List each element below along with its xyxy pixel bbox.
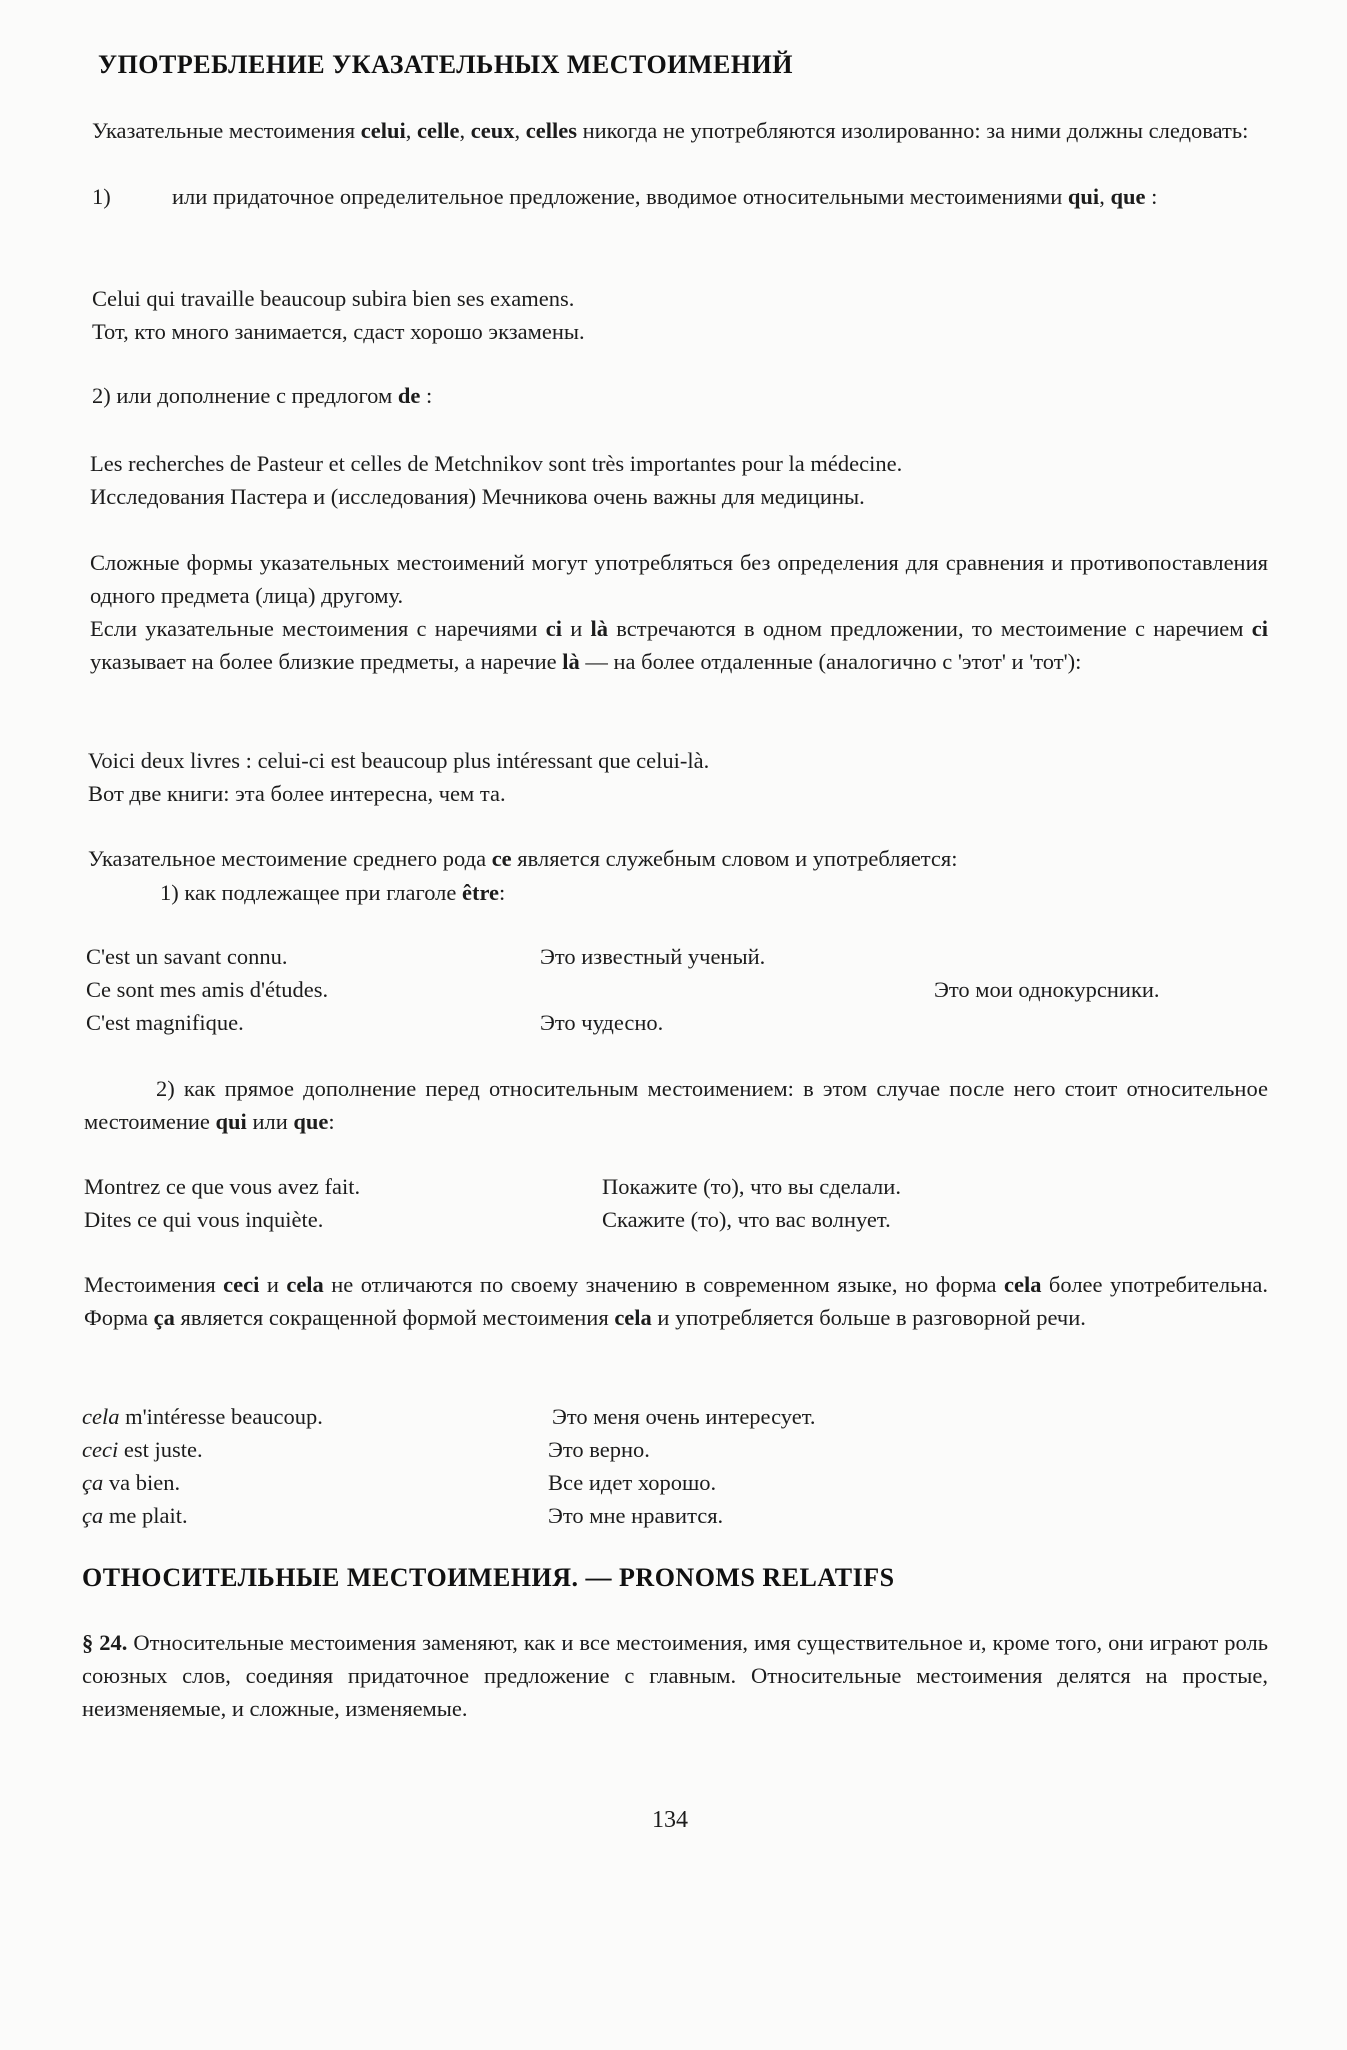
text: никогда не употребляются изолированно: за ними должны следовать: <box>576 118 1249 143</box>
text: и употребляется больше в разговорной речи. <box>651 1305 1086 1330</box>
paragraph-ce <box>88 842 958 875</box>
term: cela <box>1003 1272 1042 1297</box>
example-russian-6a: Это меня очень интересует. <box>552 1404 816 1429</box>
term: celle <box>417 118 460 143</box>
term: être <box>461 880 500 905</box>
text: 2) как прямое дополнение перед относительным местоимением: в этом случае после него стоит относительное местоимение <box>84 1076 1268 1134</box>
term: là <box>590 616 609 641</box>
text: m'intéresse beaucoup. <box>119 1404 323 1429</box>
text: является служебным словом и употребляется: <box>511 846 958 871</box>
text: : <box>328 1109 335 1134</box>
example-french-1: Celui qui travaille beaucoup subira bien ses examens. <box>92 286 575 311</box>
list-number: 1) <box>92 184 111 209</box>
section-number: § 24. <box>82 1630 128 1655</box>
text: , <box>405 118 418 143</box>
term: celles <box>525 118 577 143</box>
example-russian-4a: Это известный ученый. <box>540 944 766 969</box>
text: более употребительна. Форма <box>84 1272 1268 1330</box>
term: ci <box>1251 616 1269 641</box>
text: va bien. <box>103 1470 181 1495</box>
text: , <box>459 118 471 143</box>
text: указывает на более близкие предметы, а наречие <box>90 649 563 674</box>
term: qui <box>215 1109 247 1134</box>
example-french-5a: Montrez ce que vous avez fait. <box>84 1174 361 1199</box>
paragraph-rule-2 <box>92 379 432 412</box>
term: ceux <box>470 118 515 143</box>
text: не отличаются по своему значению в современном языке, но форма <box>323 1272 1004 1297</box>
term: qui <box>1067 184 1100 209</box>
text: , <box>1099 184 1111 209</box>
text: 2) или дополнение с предлогом <box>92 383 398 408</box>
text: встречаются в одном предложении, то местоимение с наречием <box>608 616 1252 641</box>
paragraph-ceci-cela <box>84 1268 1268 1334</box>
example-russian-6c: Все идет хорошо. <box>548 1470 717 1495</box>
example-russian-6b: Это верно. <box>548 1437 650 1462</box>
term: cela <box>82 1404 120 1429</box>
paragraph-ce-rule-1 <box>160 876 505 909</box>
example-russian-5b: Скажите (то), что вас волнует. <box>602 1207 891 1232</box>
text: — на более отдаленные (аналогично с 'этот' и 'тот'): <box>579 649 1082 674</box>
term: ça <box>82 1503 104 1528</box>
term: celui <box>360 118 406 143</box>
example-russian-4b: Это мои однокурсники. <box>934 977 1160 1002</box>
term: là <box>562 649 580 674</box>
text: est juste. <box>118 1437 203 1462</box>
text: или придаточное определительное предложение, вводимое относительными местоимениями <box>172 184 1068 209</box>
text: Относительные местоимения заменяют, как и все местоимения, имя существительное и, кроме того, они играют роль союзных слов, соединяя придаточное предложение с главным. Относительные местоимения делятся на простые, неизменяемые, и сложные, изменяемые. <box>82 1630 1268 1721</box>
term: cela <box>286 1272 324 1297</box>
example-russian-2: Исследования Пастера и (исследования) Мечникова очень важны для медицины. <box>90 484 865 509</box>
section-heading-relatives: ОТНОСИТЕЛЬНЫЕ МЕСТОИМЕНИЯ. — PRONOMS RELATIFS <box>82 1563 895 1592</box>
example-russian-5a: Покажите (то), что вы сделали. <box>602 1174 901 1199</box>
example-russian-4c: Это чудесно. <box>540 1010 664 1035</box>
paragraph-ci-la <box>90 612 1268 678</box>
paragraph-rule-1 <box>92 180 1268 213</box>
example-french-3: Voici deux livres : celui-ci est beaucoup plus intéressant que celui-là. <box>88 748 710 773</box>
example-french-4a: C'est un savant connu. <box>86 944 288 969</box>
term: que <box>1110 184 1146 209</box>
text: : <box>1145 184 1158 209</box>
text: Указательные местоимения <box>92 118 361 143</box>
example-french-6b <box>82 1433 203 1466</box>
example-russian-1: Тот, кто много занимается, сдаст хорошо экзамены. <box>92 319 585 344</box>
example-french-4c: C'est magnifique. <box>86 1010 244 1035</box>
text: me plait. <box>103 1503 188 1528</box>
term: ceci <box>82 1437 119 1462</box>
paragraph-compound-forms: Сложные формы указательных местоимений могут употребляться без определения для сравнения и противопоставления одного предмета (лица) другому. <box>90 550 1268 608</box>
page-number: 134 <box>652 1807 688 1833</box>
term: ça <box>82 1470 104 1495</box>
term: ceci <box>223 1272 260 1297</box>
section-heading-demonstratives: УПОТРЕБЛЕНИЕ УКАЗАТЕЛЬНЫХ МЕСТОИМЕНИЙ <box>98 50 794 79</box>
text: и <box>561 616 591 641</box>
paragraph-ce-rule-2 <box>84 1072 1268 1138</box>
example-french-5b: Dites ce qui vous inquiète. <box>84 1207 324 1232</box>
text: является сокращенной формой местоимения <box>174 1305 615 1330</box>
paragraph-intro <box>92 114 1268 147</box>
example-russian-3: Вот две книги: эта более интересна, чем та. <box>88 781 506 806</box>
paragraph-relatives <box>82 1626 1268 1725</box>
text: и <box>259 1272 287 1297</box>
term: de <box>397 383 421 408</box>
text: , <box>514 118 526 143</box>
term: que <box>293 1109 329 1134</box>
term: ce <box>491 846 512 871</box>
example-russian-6d: Это мне нравится. <box>548 1503 724 1528</box>
example-french-6d <box>82 1499 188 1532</box>
text: или <box>246 1109 294 1134</box>
text: Местоимения <box>84 1272 224 1297</box>
term: cela <box>614 1305 652 1330</box>
text: 1) как подлежащее при глаголе <box>160 880 462 905</box>
text: : <box>420 383 433 408</box>
term: ci <box>545 616 562 641</box>
example-french-6c <box>82 1466 180 1499</box>
term: ça <box>153 1305 175 1330</box>
text: Указательное местоимение среднего рода <box>88 846 492 871</box>
example-french-2: Les recherches de Pasteur et celles de Metchnikov sont très importantes pour la médecine. <box>90 451 903 476</box>
example-french-6a <box>82 1400 323 1433</box>
text: : <box>499 880 506 905</box>
example-french-4b: Ce sont mes amis d'études. <box>86 977 329 1002</box>
text: Если указательные местоимения с наречиями <box>90 616 546 641</box>
